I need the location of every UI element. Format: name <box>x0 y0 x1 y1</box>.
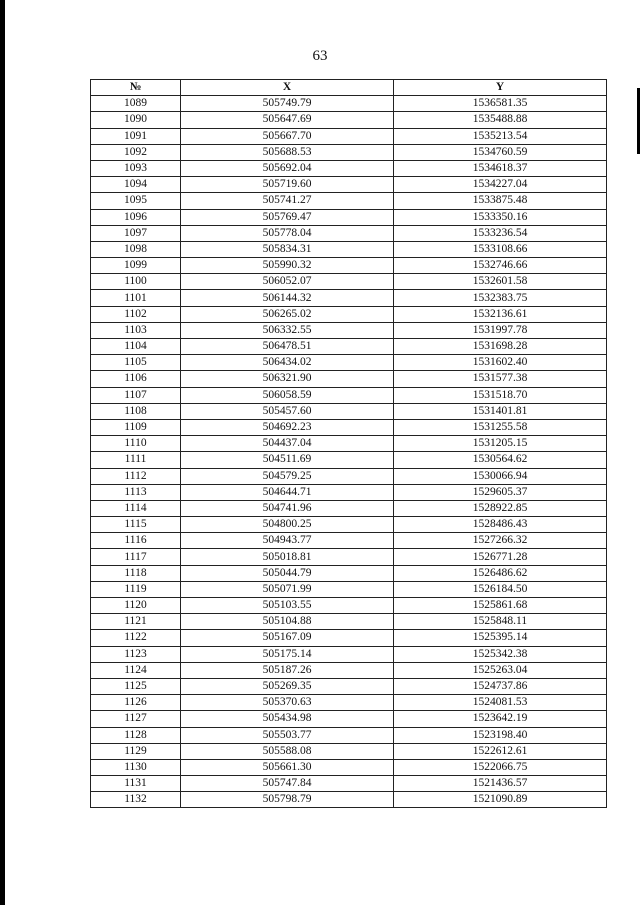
scan-edge-left <box>0 0 5 905</box>
cell-number: 1098 <box>91 241 181 257</box>
cell-x: 504644.71 <box>181 484 394 500</box>
table-row <box>91 160 607 176</box>
cell-x: 504943.77 <box>181 533 394 549</box>
cell-y: 1525342.38 <box>394 646 607 662</box>
cell-y: 1533350.16 <box>394 209 607 225</box>
cell-y: 1533875.48 <box>394 193 607 209</box>
table-row <box>91 743 607 759</box>
cell-number: 1089 <box>91 96 181 112</box>
cell-x: 505370.63 <box>181 695 394 711</box>
cell-y: 1535488.88 <box>394 112 607 128</box>
cell-x: 505071.99 <box>181 581 394 597</box>
cell-y: 1535213.54 <box>394 128 607 144</box>
cell-y: 1531518.70 <box>394 387 607 403</box>
cell-x: 505187.26 <box>181 662 394 678</box>
cell-number: 1096 <box>91 209 181 225</box>
cell-y: 1526771.28 <box>394 549 607 565</box>
cell-x: 505769.47 <box>181 209 394 225</box>
table-row <box>91 711 607 727</box>
cell-x: 506321.90 <box>181 371 394 387</box>
cell-number: 1115 <box>91 517 181 533</box>
table-row <box>91 209 607 225</box>
cell-x: 506478.51 <box>181 339 394 355</box>
cell-y: 1531577.38 <box>394 371 607 387</box>
table-row <box>91 322 607 338</box>
cell-number: 1094 <box>91 177 181 193</box>
cell-x: 505018.81 <box>181 549 394 565</box>
cell-number: 1097 <box>91 225 181 241</box>
cell-y: 1524081.53 <box>394 695 607 711</box>
table-row <box>91 436 607 452</box>
cell-y: 1536581.35 <box>394 96 607 112</box>
table-row <box>91 549 607 565</box>
table-row <box>91 565 607 581</box>
table-row <box>91 484 607 500</box>
cell-y: 1529605.37 <box>394 484 607 500</box>
cell-x: 505457.60 <box>181 403 394 419</box>
cell-y: 1528922.85 <box>394 500 607 516</box>
cell-number: 1111 <box>91 452 181 468</box>
table-row <box>91 96 607 112</box>
cell-number: 1119 <box>91 581 181 597</box>
table-row <box>91 695 607 711</box>
table-row <box>91 371 607 387</box>
table-row <box>91 128 607 144</box>
cell-x: 505667.70 <box>181 128 394 144</box>
cell-x: 504511.69 <box>181 452 394 468</box>
cell-number: 1108 <box>91 403 181 419</box>
cell-number: 1131 <box>91 776 181 792</box>
cell-y: 1523642.19 <box>394 711 607 727</box>
cell-number: 1103 <box>91 322 181 338</box>
table-row <box>91 533 607 549</box>
cell-y: 1530066.94 <box>394 468 607 484</box>
table-body <box>91 96 607 808</box>
cell-number: 1129 <box>91 743 181 759</box>
cell-x: 505719.60 <box>181 177 394 193</box>
cell-y: 1531205.15 <box>394 436 607 452</box>
cell-x: 505269.35 <box>181 678 394 694</box>
table-row <box>91 792 607 808</box>
cell-x: 506052.07 <box>181 274 394 290</box>
cell-number: 1123 <box>91 646 181 662</box>
table-row <box>91 193 607 209</box>
cell-y: 1533108.66 <box>394 241 607 257</box>
cell-number: 1095 <box>91 193 181 209</box>
cell-y: 1527266.32 <box>394 533 607 549</box>
cell-y: 1531401.81 <box>394 403 607 419</box>
cell-y: 1525861.68 <box>394 598 607 614</box>
cell-x: 505834.31 <box>181 241 394 257</box>
cell-number: 1102 <box>91 306 181 322</box>
table-row <box>91 727 607 743</box>
cell-x: 506434.02 <box>181 355 394 371</box>
cell-number: 1114 <box>91 500 181 516</box>
cell-number: 1130 <box>91 759 181 775</box>
cell-number: 1092 <box>91 144 181 160</box>
cell-y: 1530564.62 <box>394 452 607 468</box>
table-row <box>91 258 607 274</box>
cell-x: 505647.69 <box>181 112 394 128</box>
table-row <box>91 678 607 694</box>
table-row <box>91 339 607 355</box>
cell-x: 505588.08 <box>181 743 394 759</box>
cell-x: 504692.23 <box>181 419 394 435</box>
cell-number: 1122 <box>91 630 181 646</box>
table-row <box>91 776 607 792</box>
cell-x: 505990.32 <box>181 258 394 274</box>
cell-number: 1099 <box>91 258 181 274</box>
cell-x: 505798.79 <box>181 792 394 808</box>
table-row <box>91 598 607 614</box>
cell-y: 1524737.86 <box>394 678 607 694</box>
cell-number: 1117 <box>91 549 181 565</box>
cell-x: 505661.30 <box>181 759 394 775</box>
cell-number: 1107 <box>91 387 181 403</box>
cell-y: 1525848.11 <box>394 614 607 630</box>
table-row <box>91 112 607 128</box>
table-row <box>91 517 607 533</box>
cell-x: 505688.53 <box>181 144 394 160</box>
cell-x: 506058.59 <box>181 387 394 403</box>
cell-number: 1106 <box>91 371 181 387</box>
table-row <box>91 241 607 257</box>
table-row <box>91 290 607 306</box>
cell-number: 1125 <box>91 678 181 694</box>
cell-x: 505749.79 <box>181 96 394 112</box>
cell-x: 505747.84 <box>181 776 394 792</box>
cell-x: 505778.04 <box>181 225 394 241</box>
cell-x: 504437.04 <box>181 436 394 452</box>
table-header <box>91 80 607 96</box>
cell-number: 1118 <box>91 565 181 581</box>
cell-number: 1116 <box>91 533 181 549</box>
cell-y: 1532136.61 <box>394 306 607 322</box>
cell-y: 1522612.61 <box>394 743 607 759</box>
table-row <box>91 387 607 403</box>
header-x: X <box>181 80 394 96</box>
cell-number: 1091 <box>91 128 181 144</box>
cell-y: 1534618.37 <box>394 160 607 176</box>
cell-x: 504800.25 <box>181 517 394 533</box>
cell-number: 1110 <box>91 436 181 452</box>
cell-x: 505167.09 <box>181 630 394 646</box>
cell-y: 1523198.40 <box>394 727 607 743</box>
cell-y: 1525395.14 <box>394 630 607 646</box>
table-row <box>91 614 607 630</box>
cell-number: 1113 <box>91 484 181 500</box>
table-row <box>91 630 607 646</box>
table-row <box>91 225 607 241</box>
cell-y: 1531997.78 <box>394 322 607 338</box>
cell-x: 505103.55 <box>181 598 394 614</box>
cell-number: 1132 <box>91 792 181 808</box>
coordinates-table <box>90 79 607 808</box>
cell-y: 1526486.62 <box>394 565 607 581</box>
cell-y: 1534760.59 <box>394 144 607 160</box>
cell-y: 1533236.54 <box>394 225 607 241</box>
cell-number: 1100 <box>91 274 181 290</box>
table-row <box>91 403 607 419</box>
table-row <box>91 144 607 160</box>
cell-x: 506265.02 <box>181 306 394 322</box>
cell-y: 1522066.75 <box>394 759 607 775</box>
page-number: 63 <box>312 48 328 64</box>
cell-x: 504741.96 <box>181 500 394 516</box>
cell-x: 505434.98 <box>181 711 394 727</box>
cell-number: 1090 <box>91 112 181 128</box>
cell-y: 1532383.75 <box>394 290 607 306</box>
cell-y: 1528486.43 <box>394 517 607 533</box>
table-row <box>91 355 607 371</box>
cell-number: 1120 <box>91 598 181 614</box>
cell-number: 1126 <box>91 695 181 711</box>
cell-x: 505692.04 <box>181 160 394 176</box>
cell-y: 1534227.04 <box>394 177 607 193</box>
cell-y: 1531602.40 <box>394 355 607 371</box>
cell-number: 1112 <box>91 468 181 484</box>
cell-y: 1526184.50 <box>394 581 607 597</box>
cell-x: 505503.77 <box>181 727 394 743</box>
cell-x: 504579.25 <box>181 468 394 484</box>
table-row <box>91 274 607 290</box>
table-row <box>91 306 607 322</box>
cell-number: 1124 <box>91 662 181 678</box>
cell-number: 1128 <box>91 727 181 743</box>
table-row <box>91 500 607 516</box>
cell-x: 505741.27 <box>181 193 394 209</box>
cell-y: 1525263.04 <box>394 662 607 678</box>
cell-x: 505175.14 <box>181 646 394 662</box>
table-row <box>91 468 607 484</box>
cell-number: 1093 <box>91 160 181 176</box>
cell-x: 505044.79 <box>181 565 394 581</box>
header-row <box>91 80 607 96</box>
cell-number: 1121 <box>91 614 181 630</box>
table-row <box>91 759 607 775</box>
table-row <box>91 646 607 662</box>
cell-y: 1521436.57 <box>394 776 607 792</box>
cell-number: 1127 <box>91 711 181 727</box>
cell-number: 1104 <box>91 339 181 355</box>
table-row <box>91 452 607 468</box>
cell-number: 1105 <box>91 355 181 371</box>
header-y: Y <box>394 80 607 96</box>
cell-number: 1109 <box>91 419 181 435</box>
table-row <box>91 419 607 435</box>
table-row <box>91 662 607 678</box>
table-row <box>91 177 607 193</box>
cell-number: 1101 <box>91 290 181 306</box>
cell-x: 505104.88 <box>181 614 394 630</box>
cell-y: 1532746.66 <box>394 258 607 274</box>
cell-y: 1531255.58 <box>394 419 607 435</box>
cell-x: 506144.32 <box>181 290 394 306</box>
cell-y: 1531698.28 <box>394 339 607 355</box>
table-row <box>91 581 607 597</box>
cell-x: 506332.55 <box>181 322 394 338</box>
cell-y: 1532601.58 <box>394 274 607 290</box>
header-number: № <box>91 80 181 96</box>
cell-y: 1521090.89 <box>394 792 607 808</box>
